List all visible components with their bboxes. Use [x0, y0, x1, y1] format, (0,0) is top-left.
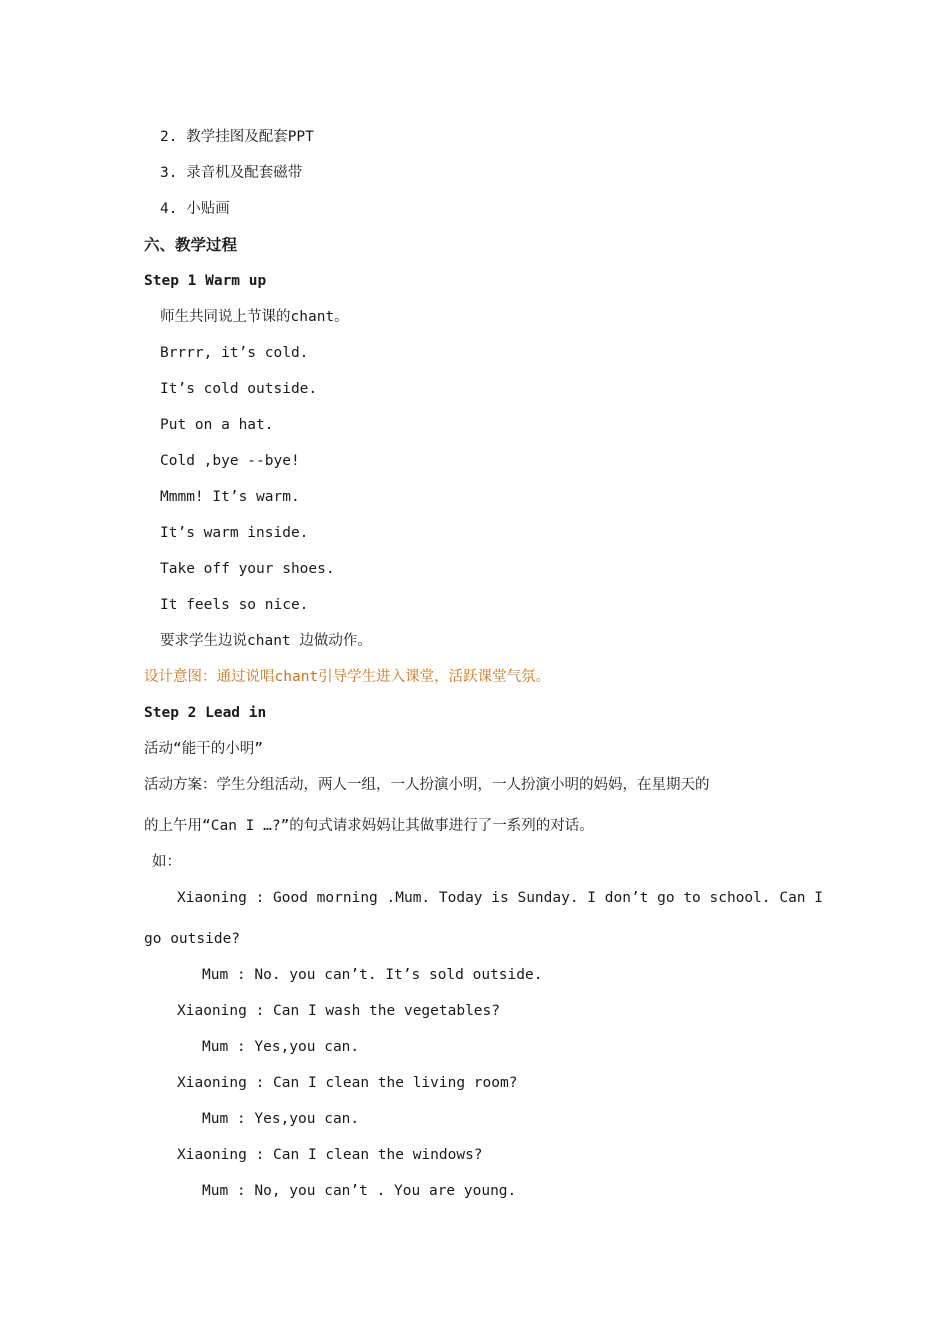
- step1-intro: 师生共同说上节课的chant。: [160, 309, 349, 325]
- dialogue-line: Xiaoning : Can I wash the vegetables?: [177, 1003, 501, 1019]
- section-title: 六、教学过程: [144, 235, 238, 254]
- design-intent: 设计意图：通过说唱chant引导学生进入课堂，活跃课堂气氛。: [144, 669, 551, 685]
- dialogue-line: Xiaoning : Can I clean the living room?: [177, 1075, 518, 1091]
- activity-plan-line: 活动方案：学生分组活动，两人一组，一人扮演小明，一人扮演小明的妈妈，在星期天的: [144, 777, 710, 793]
- dialogue-line: Mum : No, you can’t . You are young.: [202, 1183, 517, 1199]
- chant-line: Mmmm! It’s warm.: [160, 489, 300, 505]
- chant-line: It feels so nice.: [160, 597, 309, 613]
- example-label: 如：: [152, 854, 181, 870]
- dialogue-line: go outside?: [144, 931, 241, 947]
- step1-title: Step 1 Warm up: [144, 273, 267, 289]
- chant-line: Put on a hat.: [160, 417, 274, 433]
- chant-line: Take off your shoes.: [160, 561, 335, 577]
- dialogue-line: Mum : Yes,you can.: [202, 1039, 360, 1055]
- step1-instruction: 要求学生边说chant 边做动作。: [160, 633, 372, 649]
- dialogue-line: Xiaoning : Good morning .Mum. Today is Sunday. I don’t go to school. Can I: [177, 890, 824, 906]
- chant-line: It’s warm inside.: [160, 525, 309, 541]
- material-item-stickers: 4. 小贴画: [160, 201, 230, 217]
- chant-line: Brrrr, it’s cold.: [160, 345, 309, 361]
- dialogue-line: Mum : No. you can’t. It’s sold outside.: [202, 967, 543, 983]
- chant-line: Cold ,bye --bye!: [160, 453, 300, 469]
- material-item-recorder: 3. 录音机及配套磁带: [160, 165, 303, 181]
- activity-name: 活动“能干的小明”: [144, 741, 263, 757]
- activity-plan-line: 的上午用“Can I …?”的句式请求妈妈让其做事进行了一系列的对话。: [144, 818, 594, 834]
- dialogue-line: Mum : Yes,you can.: [202, 1111, 360, 1127]
- chant-line: It’s cold outside.: [160, 381, 318, 397]
- dialogue-line: Xiaoning : Can I clean the windows?: [177, 1147, 483, 1163]
- material-item-ppt: 2. 教学挂图及配套PPT: [160, 129, 314, 145]
- step2-title: Step 2 Lead in: [144, 705, 267, 721]
